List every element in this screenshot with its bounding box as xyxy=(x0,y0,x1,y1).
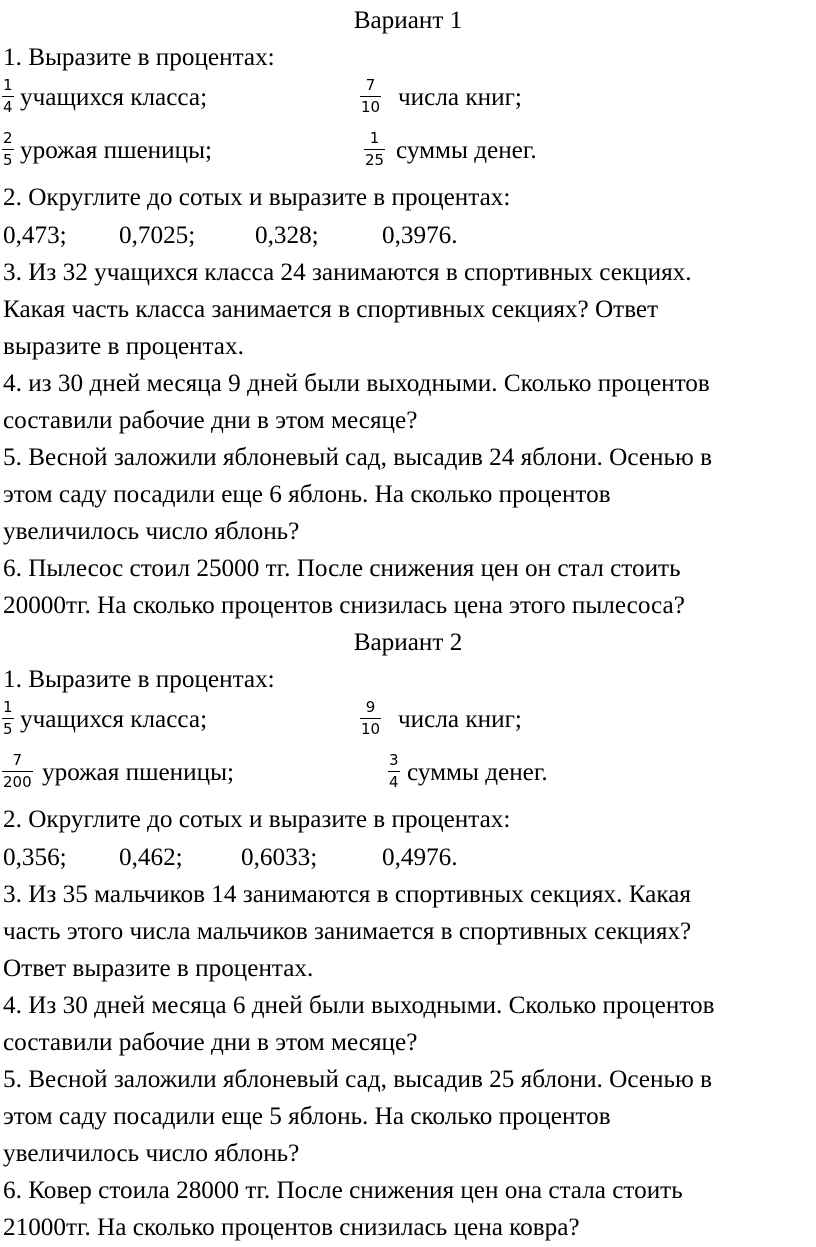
v1-q5-line-1: 5. Весной заложили яблоневый сад, высадив 24 яблони. Осенью в xyxy=(3,444,712,471)
v1-q3-line-1: 3. Из 32 учащихся класса 24 занимаются в спортивных секциях. xyxy=(3,259,692,286)
v1-fraction-3-text: урожая пшеницы; xyxy=(20,137,213,164)
v2-q5-line-2: этом саду посадили еще 5 яблонь. На сколько процентов xyxy=(3,1103,611,1130)
v1-q5-line-3: увеличилось число яблонь? xyxy=(3,518,300,545)
v1-fraction-1: 1 4 xyxy=(3,76,13,117)
v2-q6-line-2: 21000тг. На сколько процентов снизилась цена ковра? xyxy=(3,1214,580,1241)
v1-fraction-4-text: суммы денег. xyxy=(396,137,537,164)
v2-fraction-4-text: суммы денег. xyxy=(407,759,548,786)
v1-fraction-1-text: учащихся класса; xyxy=(20,84,208,111)
v2-q2-value-4: 0,4976. xyxy=(382,844,458,871)
v2-q4-line-1: 4. Из 30 дней месяца 6 дней были выходными. Сколько процентов xyxy=(3,992,715,1019)
v1-q2-value-3: 0,328; xyxy=(255,222,319,249)
v2-q2-value-1: 0,356; xyxy=(3,844,67,871)
v1-q2-value-4: 0,3976. xyxy=(382,222,458,249)
v2-q5-line-1: 5. Весной заложили яблоневый сад, высадив 25 яблони. Осенью в xyxy=(3,1066,712,1093)
v2-q1-title: 1. Выразите в процентах: xyxy=(3,666,275,693)
v2-q3-line-2: часть этого числа мальчиков занимается в спортивных секциях? xyxy=(3,918,692,945)
v2-fraction-2-text: числа книг; xyxy=(398,706,522,733)
v2-q3-line-3: Ответ выразите в процентах. xyxy=(3,955,314,982)
v1-q3-line-3: выразите в процентах. xyxy=(3,333,244,360)
v2-fraction-1-text: учащихся класса; xyxy=(20,706,208,733)
v2-fraction-1: 1 5 xyxy=(3,698,13,739)
v1-q2-value-2: 0,7025; xyxy=(119,222,196,249)
v2-fraction-4: 3 4 xyxy=(389,751,399,792)
v2-fraction-row-2 xyxy=(0,753,816,797)
v1-q2-value-1: 0,473; xyxy=(3,222,67,249)
v2-fraction-2: 9 10 xyxy=(361,698,381,739)
v1-q1-title: 1. Выразите в процентах: xyxy=(3,44,275,71)
v2-q3-line-1: 3. Из 35 мальчиков 14 занимаются в спортивных секциях. Какая xyxy=(3,881,691,908)
v2-fraction-row-1 xyxy=(0,700,816,744)
v1-fraction-row-1 xyxy=(0,78,816,122)
v2-q4-line-2: составили рабочие дни в этом месяце? xyxy=(3,1029,418,1056)
variant2-title: Вариант 2 xyxy=(353,629,463,656)
v1-fraction-row-2 xyxy=(0,131,816,175)
v1-fraction-4: 1 25 xyxy=(365,129,385,170)
v2-q2-title: 2. Округлите до сотых и выразите в процентах: xyxy=(3,806,511,833)
v1-fraction-2: 7 10 xyxy=(361,76,381,117)
v1-q5-line-2: этом саду посадили еще 6 яблонь. На сколько процентов xyxy=(3,481,611,508)
v2-fraction-3-text: урожая пшеницы; xyxy=(42,759,235,786)
v1-fraction-2-text: числа книг; xyxy=(398,84,522,111)
v2-q6-line-1: 6. Ковер стоила 28000 тг. После снижения цен она стала стоить xyxy=(3,1177,683,1204)
v1-q4-line-2: составили рабочие дни в этом месяце? xyxy=(3,407,418,434)
v1-q4-line-1: 4. из 30 дней месяца 9 дней были выходными. Сколько процентов xyxy=(3,370,710,397)
v1-q6-line-2: 20000тг. На сколько процентов снизилась цена этого пылесоса? xyxy=(3,592,685,619)
v2-q2-value-3: 0,6033; xyxy=(241,844,318,871)
v2-q5-line-3: увеличилось число яблонь? xyxy=(3,1140,300,1167)
v2-q2-value-2: 0,462; xyxy=(119,844,183,871)
v1-q2-title: 2. Округлите до сотых и выразите в процентах: xyxy=(3,184,511,211)
v2-fraction-3: 7 200 xyxy=(3,751,32,792)
v1-q6-line-1: 6. Пылесос стоил 25000 тг. После снижения цен он стал стоить xyxy=(3,555,681,582)
v1-q3-line-2: Какая часть класса занимается в спортивных секциях? Ответ xyxy=(3,296,659,323)
v1-fraction-3: 2 5 xyxy=(3,129,13,170)
variant1-title: Вариант 1 xyxy=(353,7,463,34)
